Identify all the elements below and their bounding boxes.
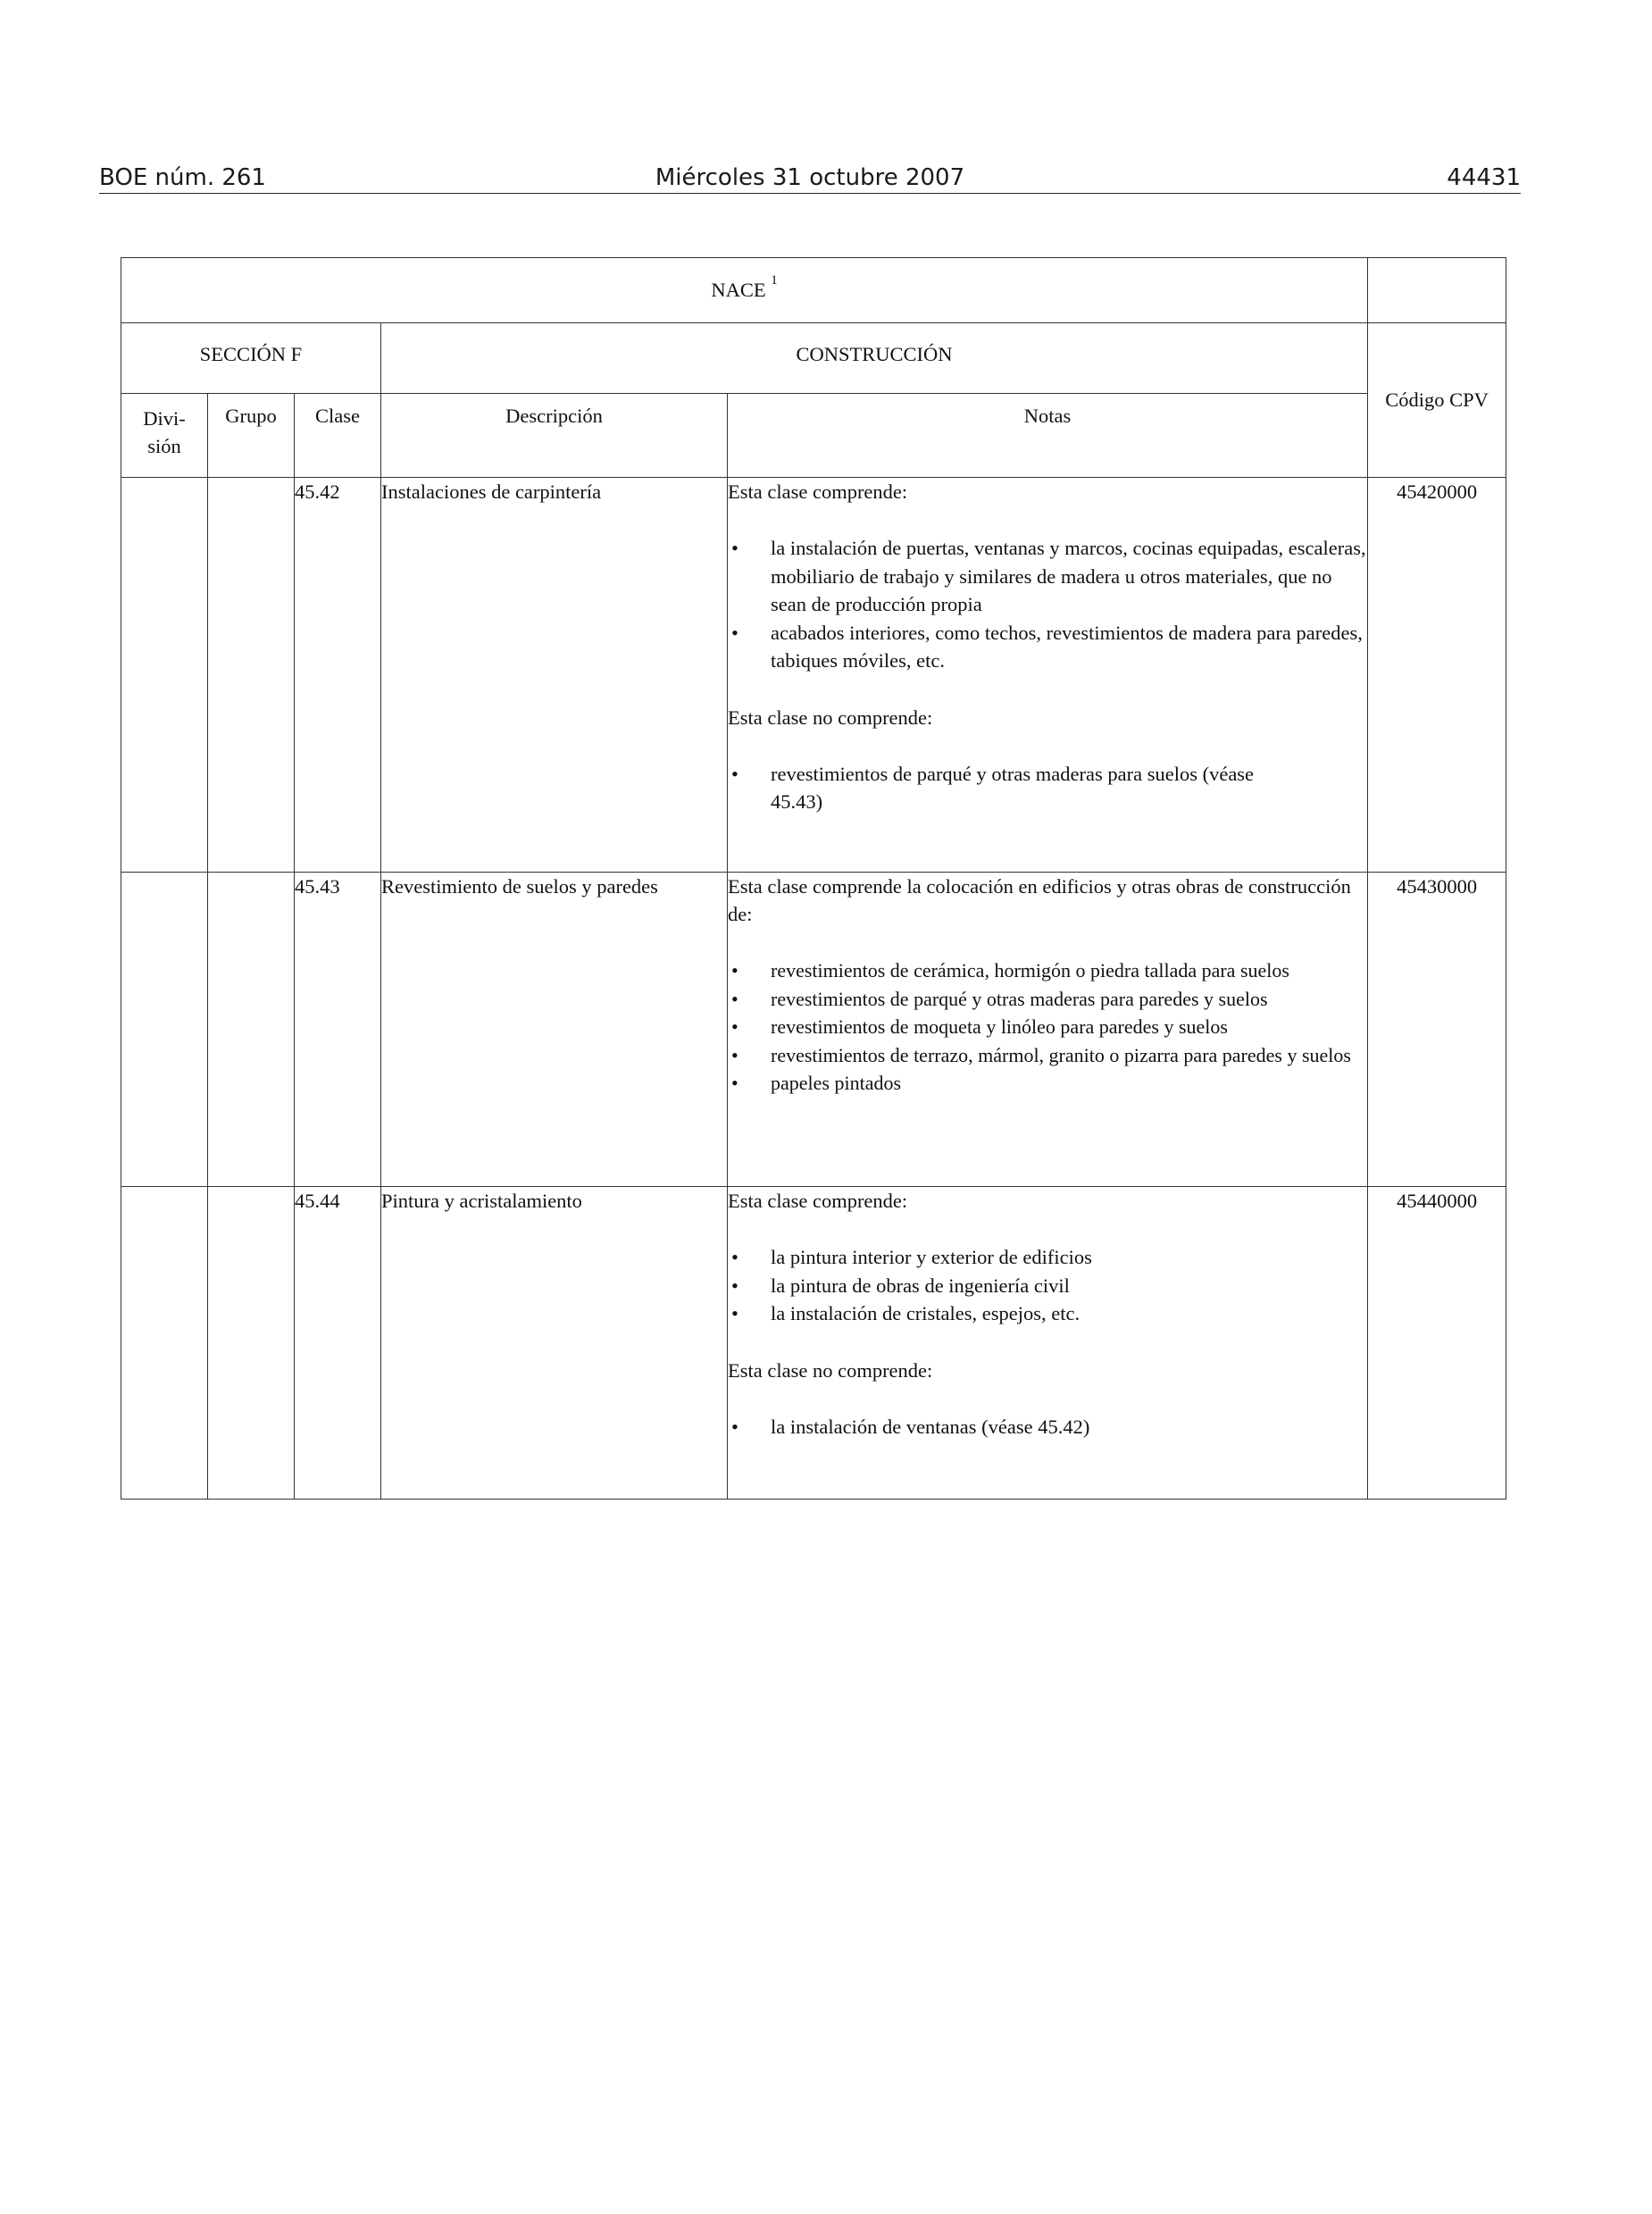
grupo-cell: [208, 478, 295, 873]
section-row: [121, 323, 1506, 394]
cpv-cell: 45430000: [1368, 873, 1506, 1187]
clase-header: [295, 394, 381, 478]
table-row: [121, 1187, 1506, 1500]
division-cell: [121, 478, 208, 873]
excludes-list: [728, 760, 1367, 816]
list-item: • acabados interiores, como techos, revestimientos de madera para paredes, tabiques móviles, etc.: [731, 621, 1363, 672]
includes-intro: Esta clase comprende:: [728, 1190, 908, 1212]
includes-intro: Esta clase comprende:: [728, 480, 908, 503]
list-item: • revestimientos de cerámica, hormigón o piedra tallada para suelos: [731, 959, 1289, 982]
descripcion-header-label: Descripción: [505, 405, 603, 427]
list-item: • papeles pintados: [731, 1072, 902, 1094]
excludes-intro: Esta clase no comprende:: [728, 706, 933, 729]
cpv-cell: 45420000: [1368, 478, 1506, 873]
cpv-header: Código CPV: [1385, 388, 1489, 411]
nace-header-cell: [121, 258, 1368, 323]
grupo-header: [208, 394, 295, 478]
nace-header-row: [121, 258, 1506, 323]
list-item: • revestimientos de parqué y otras maderas para suelos (véase 45.43): [731, 762, 1255, 813]
division-header: [121, 394, 208, 478]
list-item: • revestimientos de moqueta y linóleo para paredes y suelos: [731, 1015, 1228, 1038]
list-item: • la pintura interior y exterior de edificios: [731, 1246, 1092, 1268]
cpv-cell: 45440000: [1368, 1187, 1506, 1500]
clase-cell: 45.43: [295, 873, 381, 1187]
bulletin-number: BOE núm. 261: [99, 164, 266, 191]
list-item: • la instalación de puertas, ventanas y marcos, cocinas equipadas, escaleras, mobiliario de trabajo y similares de madera u otros materiales, que no sean de producción propia: [731, 537, 1366, 615]
excludes-intro: Esta clase no comprende:: [728, 1358, 933, 1382]
includes-intro: Esta clase comprende la colocación en edificios y otras obras de construcción de:: [728, 875, 1351, 925]
list-item: • la pintura de obras de ingeniería civil: [731, 1274, 1070, 1297]
nace-footnote-marker: 1: [771, 273, 778, 288]
column-header-row: [121, 394, 1506, 478]
section-cell: [121, 323, 381, 394]
section-label: SECCIÓN F: [199, 343, 303, 365]
notas-header: [728, 394, 1368, 478]
division-header-line2: sión: [147, 435, 181, 457]
grupo-cell: [208, 1187, 295, 1500]
table-row: [121, 873, 1506, 1187]
section-title-cell: [381, 323, 1368, 394]
notas-cell: [728, 478, 1368, 873]
descripcion-cell: Revestimiento de suelos y paredes: [381, 873, 728, 1187]
grupo-header-label: Grupo: [225, 405, 277, 427]
division-cell: [121, 873, 208, 1187]
table-row: [121, 478, 1506, 873]
descripcion-cell: Instalaciones de carpintería: [381, 478, 728, 873]
includes-list: [728, 1243, 1367, 1328]
list-item: • revestimientos de terrazo, mármol, granito o pizarra para paredes y suelos: [731, 1043, 1351, 1066]
descripcion-header: [381, 394, 728, 478]
notas-cell: [728, 1187, 1368, 1500]
page-header: [99, 166, 1521, 194]
includes-list: [728, 534, 1367, 675]
list-item: • la instalación de ventanas (véase 45.42): [731, 1415, 1090, 1438]
nace-label: NACE: [711, 279, 766, 301]
clase-cell: 45.42: [295, 478, 381, 873]
division-header-line1: Divi-: [143, 407, 186, 430]
grupo-cell: [208, 873, 295, 1187]
list-item: • revestimientos de parqué y otras maderas para paredes y suelos: [731, 987, 1268, 1010]
includes-list: [728, 957, 1364, 1098]
publication-date: Miércoles 31 octubre 2007: [655, 164, 965, 191]
nace-table: [121, 257, 1506, 1500]
cpv-header-cell: [1368, 323, 1506, 478]
descripcion-cell: Pintura y acristalamiento: [381, 1187, 728, 1500]
page-number: 44431: [1447, 164, 1521, 191]
excludes-list: [728, 1413, 1367, 1441]
nace-header-empty-cell: [1368, 258, 1506, 323]
notas-cell: [728, 873, 1368, 1187]
section-title: CONSTRUCCIÓN: [796, 343, 953, 365]
clase-header-label: Clase: [315, 405, 360, 427]
notas-header-label: Notas: [1023, 405, 1072, 427]
list-item: • la instalación de cristales, espejos, etc.: [731, 1302, 1080, 1324]
clase-cell: 45.44: [295, 1187, 381, 1500]
division-cell: [121, 1187, 208, 1500]
